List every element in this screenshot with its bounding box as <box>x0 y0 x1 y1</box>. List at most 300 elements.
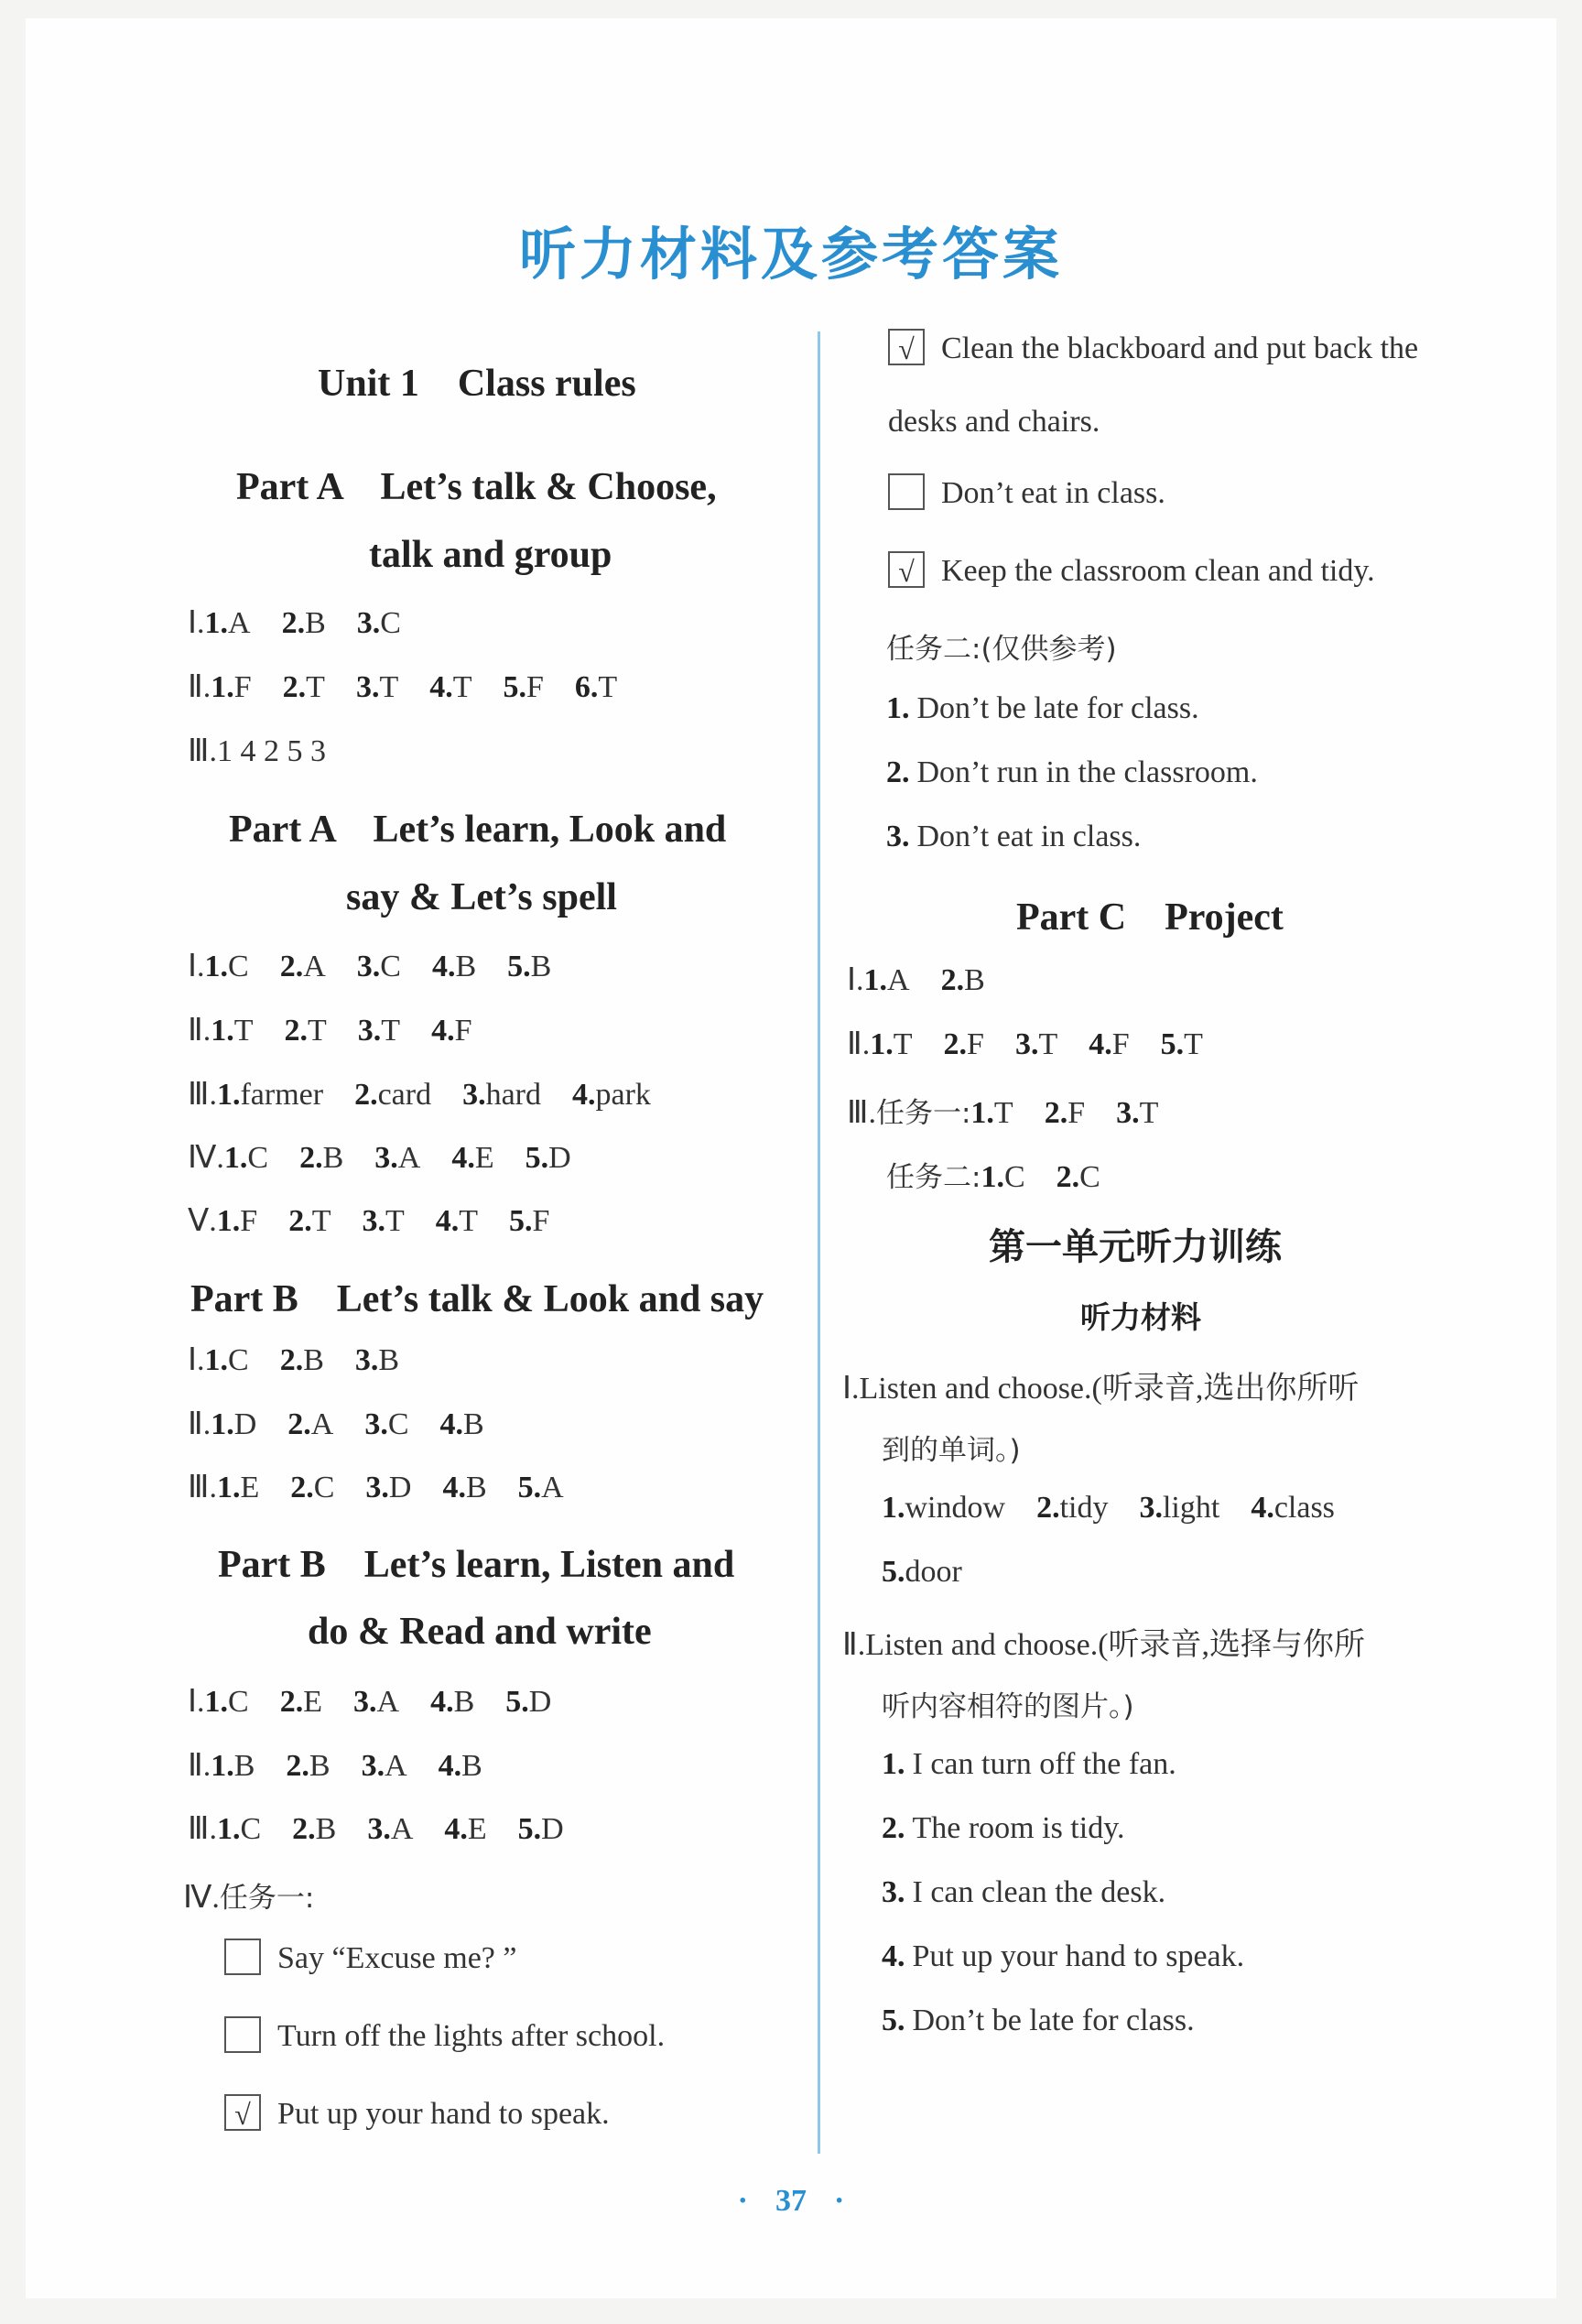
item-answer: C <box>228 950 249 983</box>
item-number: 4. <box>572 1078 596 1112</box>
item-number: 4. <box>442 1471 466 1504</box>
answer-item <box>505 1685 551 1720</box>
list-item <box>882 1811 1125 1846</box>
answer-item <box>356 670 398 705</box>
checkbox-label: Keep the classroom clean and tidy. <box>941 554 1375 588</box>
item-answer: T <box>306 670 325 704</box>
item-answer: F <box>967 1027 984 1061</box>
page-number-text: 37 <box>775 2184 807 2218</box>
checkbox[interactable] <box>224 1938 261 1975</box>
item-answer: window <box>905 1491 1006 1525</box>
item-answer: F <box>532 1204 550 1238</box>
item-number: 2. <box>279 1685 304 1719</box>
answer-item <box>451 1141 493 1176</box>
item-answer: B <box>461 1749 482 1783</box>
answer-item <box>432 950 476 984</box>
item-answer: A <box>887 963 910 997</box>
checkbox[interactable]: √ <box>224 2094 261 2131</box>
item-number: 4. <box>435 1204 460 1238</box>
roman-numeral: Ⅲ. <box>188 1078 217 1112</box>
item-answer: E <box>467 1812 487 1846</box>
item-answer: F <box>1067 1096 1086 1130</box>
item-number: 2. <box>281 606 306 640</box>
task-label: 任务一: <box>875 1097 971 1130</box>
answer-item <box>504 670 544 705</box>
answer-row <box>188 948 582 984</box>
item-answer: A <box>376 1685 400 1719</box>
item-answer: T <box>452 670 472 704</box>
item-answer: D <box>528 1685 552 1719</box>
item-answer: B <box>453 1685 475 1719</box>
item-answer: T <box>893 1027 913 1061</box>
item-answer: farmer <box>240 1078 324 1112</box>
answer-item <box>882 1747 1176 1782</box>
item-number: 4. <box>1251 1491 1274 1525</box>
answer-item <box>354 1078 431 1113</box>
answer-item <box>870 1027 912 1062</box>
item-answer: F <box>526 670 544 704</box>
item-answer: B <box>964 963 985 997</box>
section-heading: Part A Let’s learn, Look and <box>229 809 727 851</box>
item-number: 2. <box>286 1749 309 1783</box>
item-number: 5. <box>525 1141 549 1175</box>
list-item <box>882 1747 1176 1782</box>
answer-item <box>217 1471 259 1505</box>
item-answer: F <box>240 1204 258 1238</box>
item-answer: Don’t be late for class. <box>916 691 1199 725</box>
roman-numeral: Ⅲ. <box>847 1096 876 1130</box>
item-number: 1. <box>981 1160 1004 1194</box>
item-answer: B <box>465 1471 487 1504</box>
item-answer: hard <box>485 1078 541 1112</box>
materials-heading: 听力材料 <box>1080 1299 1201 1335</box>
roman-numeral: Ⅰ. <box>188 1343 205 1377</box>
list-item <box>882 1939 1244 1974</box>
question-text-cont: 到的单词。) <box>882 1434 1021 1467</box>
item-number: 1. <box>211 1014 234 1048</box>
answer-item <box>280 1685 322 1720</box>
answer-item <box>282 606 326 641</box>
item-number: 2. <box>299 1141 323 1175</box>
answer-row <box>188 1469 595 1505</box>
item-number: 3. <box>354 1343 379 1377</box>
item-number: 2. <box>287 1407 311 1441</box>
item-answer: B <box>233 1749 255 1783</box>
answer-item <box>217 1078 323 1113</box>
item-answer: T <box>993 1096 1013 1130</box>
item-number: 1. <box>216 1204 241 1238</box>
item-number: 1. <box>882 1491 905 1525</box>
page-title: 听力材料及参考答案 <box>518 221 1063 288</box>
item-answer: Don’t run in the classroom. <box>916 755 1258 789</box>
item-number: 3. <box>1014 1027 1039 1061</box>
answer-item <box>286 1749 330 1784</box>
item-number: 3. <box>886 820 910 853</box>
checkbox[interactable]: √ <box>888 551 925 588</box>
answer-item <box>430 1685 474 1720</box>
answer-item <box>970 1096 1013 1131</box>
item-number: 1. <box>886 691 910 725</box>
answer-item <box>367 1812 413 1847</box>
answer-row <box>188 733 326 769</box>
item-number: 5. <box>503 670 526 704</box>
item-answer: B <box>463 1407 484 1441</box>
item-number: 2. <box>279 950 304 983</box>
answer-item <box>287 1407 333 1442</box>
item-answer: I can turn off the fan. <box>912 1747 1176 1781</box>
roman-numeral: Ⅰ. <box>847 963 864 997</box>
answer-item <box>886 755 1258 790</box>
item-answer: T <box>311 1204 331 1238</box>
answer-item <box>1036 1491 1108 1526</box>
item-answer: T <box>598 670 618 704</box>
item-number: 2. <box>882 1811 905 1845</box>
item-number: 2. <box>354 1078 378 1112</box>
question-text: Listen and choose.(听录音,选出你所听 <box>859 1372 1360 1406</box>
answer-item <box>285 1014 327 1048</box>
answer-item <box>882 1939 1244 1974</box>
answer-list <box>882 1555 993 1589</box>
section-heading-cont: do & Read and write <box>308 1611 652 1653</box>
item-number: 2. <box>282 670 307 704</box>
item-answer: B <box>378 1343 400 1377</box>
item-number: 2. <box>886 755 910 789</box>
answer-item <box>572 1078 651 1113</box>
task-label: 任务二: <box>886 1161 981 1194</box>
item-number: 1. <box>211 1407 234 1441</box>
item-answer: tidy <box>1059 1491 1109 1525</box>
checkbox-label: Clean the blackboard and put back the <box>941 331 1419 365</box>
item-answer: E <box>474 1141 494 1175</box>
answer-item <box>462 1078 541 1113</box>
item-answer: T <box>459 1204 479 1238</box>
item-answer: E <box>240 1471 260 1504</box>
answer-item <box>1116 1096 1158 1131</box>
item-number: 2. <box>1056 1160 1080 1194</box>
checkbox-item <box>888 476 1165 514</box>
answer-item <box>941 963 985 998</box>
item-answer: C <box>387 1407 409 1441</box>
item-number: 3. <box>353 1685 377 1719</box>
answer-row <box>188 1202 580 1239</box>
roman-numeral: Ⅲ. <box>188 1471 217 1504</box>
answer-item <box>205 950 249 984</box>
answer-item <box>280 950 326 984</box>
answer-item <box>886 820 1141 854</box>
answer-item <box>882 1555 962 1590</box>
item-answer: T <box>379 670 399 704</box>
answer-item <box>518 1812 564 1847</box>
answer-item <box>211 1749 255 1784</box>
item-number: 3. <box>356 950 381 983</box>
answer-row <box>188 1683 582 1720</box>
answer-item <box>217 1204 257 1239</box>
answer-item <box>436 1204 478 1239</box>
item-answer: C <box>247 1141 269 1175</box>
answer-item <box>217 1812 261 1847</box>
item-number: 4. <box>1089 1027 1112 1061</box>
item-answer: A <box>541 1471 564 1504</box>
item-answer: C <box>1079 1160 1100 1194</box>
answer-row <box>188 1012 504 1048</box>
item-answer: B <box>305 606 326 640</box>
answer-item <box>362 1749 407 1784</box>
item-answer: T <box>385 1204 405 1238</box>
item-answer: The room is tidy. <box>912 1811 1125 1845</box>
checkbox[interactable]: √ <box>888 329 925 365</box>
item-number: 1. <box>216 1078 241 1112</box>
item-number: 3. <box>365 1471 389 1504</box>
answer-row <box>188 1076 682 1113</box>
answer-item <box>442 1471 486 1505</box>
answer-item <box>981 1160 1024 1195</box>
item-number: 3. <box>882 1875 905 1909</box>
item-answer: C <box>228 1685 249 1719</box>
item-number: 2. <box>943 1027 968 1061</box>
answer-row <box>886 1154 1132 1195</box>
item-number: 4. <box>439 1407 464 1441</box>
item-answer: C <box>380 606 401 640</box>
question-heading <box>842 1619 1365 1664</box>
item-number: 4. <box>882 1939 905 1973</box>
answer-item <box>205 1685 249 1720</box>
item-answer: card <box>377 1078 432 1112</box>
answer-row <box>847 1026 1234 1062</box>
answer-item <box>353 1685 399 1720</box>
answer-item <box>1015 1027 1057 1062</box>
item-number: 3. <box>367 1812 391 1846</box>
item-answer: F <box>454 1014 472 1048</box>
roman-numeral: Ⅱ. <box>188 1014 211 1048</box>
list-item <box>886 691 1199 726</box>
checkbox-label: Put up your hand to speak. <box>277 2097 610 2131</box>
roman-numeral: Ⅳ. <box>183 1881 220 1915</box>
item-number: 4. <box>431 1014 455 1048</box>
item-number: 4. <box>444 1812 468 1846</box>
answer-list <box>981 1160 1131 1194</box>
item-number: 5. <box>882 2004 905 2037</box>
answer-item <box>280 1343 324 1378</box>
item-number: 4. <box>451 1141 475 1175</box>
item-number: 2. <box>279 1343 304 1377</box>
answer-row <box>183 1874 314 1916</box>
item-number: 5. <box>517 1471 542 1504</box>
item-number: 2. <box>290 1471 314 1504</box>
answer-item <box>439 1749 482 1784</box>
answer-row <box>188 668 648 705</box>
section-heading: Part B Let’s learn, Listen and <box>218 1544 735 1586</box>
answer-row <box>188 604 432 641</box>
answer-row <box>847 1090 1189 1131</box>
item-answer: C <box>380 950 401 983</box>
answer-item <box>357 606 401 641</box>
answer-item <box>431 1014 471 1048</box>
roman-numeral: Ⅰ. <box>188 1685 205 1719</box>
item-answer: C <box>240 1812 262 1846</box>
checkbox-item <box>224 2097 610 2134</box>
item-number: 1. <box>211 1749 234 1783</box>
answer-row <box>188 1406 515 1442</box>
answer-item <box>882 1491 1005 1526</box>
item-answer: C <box>313 1471 335 1504</box>
answer-row <box>188 1139 602 1176</box>
answer-item <box>429 670 471 705</box>
question-text: Listen and choose.(听录音,选择与你所 <box>865 1628 1366 1662</box>
item-number: 1. <box>216 1812 241 1846</box>
checkbox-item <box>224 1941 517 1979</box>
roman-numeral: Ⅴ. <box>188 1204 217 1238</box>
answer-item <box>882 2004 1195 2038</box>
section-heading: Part B Let’s talk & Look and say <box>190 1278 764 1320</box>
item-answer: T <box>233 1014 254 1048</box>
list-item <box>886 755 1258 790</box>
item-answer: Put up your hand to speak. <box>912 1939 1245 1973</box>
item-answer: F <box>1111 1027 1130 1061</box>
checkbox-label: Don’t eat in class. <box>941 476 1165 510</box>
roman-numeral: Ⅱ. <box>842 1628 866 1662</box>
answer-item <box>365 1471 411 1505</box>
item-answer: light <box>1162 1491 1220 1525</box>
item-number: 5. <box>1160 1027 1185 1061</box>
checkbox[interactable] <box>224 2016 261 2053</box>
answer-item <box>299 1141 343 1176</box>
checkbox-label: Say “Excuse me? ” <box>277 1941 517 1975</box>
section-heading-cont: talk and group <box>369 534 612 576</box>
answer-item <box>290 1471 334 1505</box>
answer-list <box>970 1096 1189 1130</box>
answer-item <box>211 670 251 705</box>
item-answer: B <box>303 1343 324 1377</box>
roman-numeral: Ⅱ. <box>188 670 211 704</box>
item-number: 2. <box>288 1204 312 1238</box>
answer-item <box>509 1204 549 1239</box>
list-item <box>882 2004 1195 2038</box>
item-number: 5. <box>882 1555 905 1589</box>
item-answer: door <box>905 1555 962 1589</box>
item-number: 4. <box>431 950 456 983</box>
section-heading: Part A Let’s talk & Choose, <box>236 466 717 508</box>
answer-item <box>1089 1027 1129 1062</box>
item-answer: Don’t eat in class. <box>916 820 1142 853</box>
question-heading <box>842 1363 1359 1407</box>
roman-numeral: Ⅰ. <box>842 1372 860 1406</box>
task-label: 任务一: <box>219 1882 315 1915</box>
item-answer: B <box>309 1749 330 1783</box>
section-heading: Part C Project <box>1016 896 1284 939</box>
item-answer: B <box>315 1812 337 1846</box>
item-answer: A <box>390 1812 414 1846</box>
checkbox[interactable] <box>888 473 925 510</box>
item-number: 3. <box>355 670 380 704</box>
answer-item <box>288 1204 330 1239</box>
item-answer: E <box>303 1685 322 1719</box>
answer-item <box>507 950 551 984</box>
answer-item <box>882 1875 1165 1910</box>
column-divider <box>818 331 820 2154</box>
item-answer: C <box>228 1343 249 1377</box>
item-answer: B <box>530 950 552 983</box>
item-number: 1. <box>970 1096 994 1130</box>
answer-item <box>211 1407 256 1442</box>
item-number: 2. <box>292 1812 316 1846</box>
item-answer: D <box>541 1812 564 1846</box>
answer-item <box>283 670 325 705</box>
answer-item <box>882 1811 1125 1846</box>
item-answer: A <box>228 606 251 640</box>
answer-item <box>211 1014 253 1048</box>
page-number: · 37 · <box>737 2184 845 2218</box>
item-answer: class <box>1273 1491 1335 1525</box>
roman-numeral: Ⅰ. <box>188 950 205 983</box>
item-number: 3. <box>1116 1096 1140 1130</box>
item-answer: B <box>455 950 477 983</box>
item-number: 2. <box>284 1014 309 1048</box>
item-number: 5. <box>507 950 531 983</box>
item-number: 1. <box>204 950 229 983</box>
item-number: 5. <box>509 1204 533 1238</box>
task-label: 任务二:(仅供参考) <box>886 633 1117 666</box>
item-answer: T <box>381 1014 401 1048</box>
item-number: 1. <box>223 1141 248 1175</box>
item-number: 3. <box>374 1141 398 1175</box>
item-answer: F <box>233 670 252 704</box>
answer-item <box>526 1141 571 1176</box>
item-number: 5. <box>517 1812 542 1846</box>
answer-item <box>357 950 401 984</box>
answer-item <box>1161 1027 1203 1062</box>
word-list <box>882 1491 1366 1526</box>
answer-item <box>518 1471 564 1505</box>
answer-row <box>847 961 1016 998</box>
item-number: 1. <box>216 1471 241 1504</box>
item-answer: T <box>308 1014 327 1048</box>
answer-item <box>944 1027 984 1062</box>
item-number: 1. <box>204 1685 229 1719</box>
section-heading-cont: say & Let’s spell <box>346 876 617 918</box>
item-answer: B <box>322 1141 344 1175</box>
item-number: 2. <box>1036 1491 1060 1525</box>
item-answer: C <box>1003 1160 1025 1194</box>
item-answer: D <box>233 1407 257 1441</box>
answer-row <box>188 1747 514 1784</box>
item-answer: A <box>303 950 326 983</box>
item-answer: D <box>548 1141 571 1175</box>
answer-item <box>1056 1160 1100 1195</box>
item-answer: A <box>385 1749 407 1783</box>
checkbox-item <box>888 554 1375 592</box>
roman-numeral: Ⅳ. <box>188 1141 224 1175</box>
item-number: 1. <box>870 1027 894 1061</box>
item-number: 1. <box>211 670 234 704</box>
item-answer: T <box>1184 1027 1203 1061</box>
checkbox-label-cont: desks and chairs. <box>888 405 1100 439</box>
roman-numeral: Ⅲ. <box>188 734 217 768</box>
roman-numeral: Ⅱ. <box>188 1749 211 1783</box>
item-number: 2. <box>940 963 965 997</box>
question-text-cont: 听内容相符的图片。) <box>882 1690 1134 1723</box>
item-number: 4. <box>429 670 453 704</box>
answer-item <box>362 1204 404 1239</box>
answer-row <box>188 1341 430 1378</box>
answer-row <box>188 1810 595 1847</box>
roman-numeral: Ⅰ. <box>188 606 205 640</box>
item-answer: T <box>1038 1027 1058 1061</box>
checkbox-item <box>224 2019 665 2057</box>
item-number: 3. <box>364 1407 388 1441</box>
item-answer: D <box>388 1471 412 1504</box>
item-answer: I can clean the desk. <box>912 1875 1166 1909</box>
list-item <box>882 1875 1165 1910</box>
